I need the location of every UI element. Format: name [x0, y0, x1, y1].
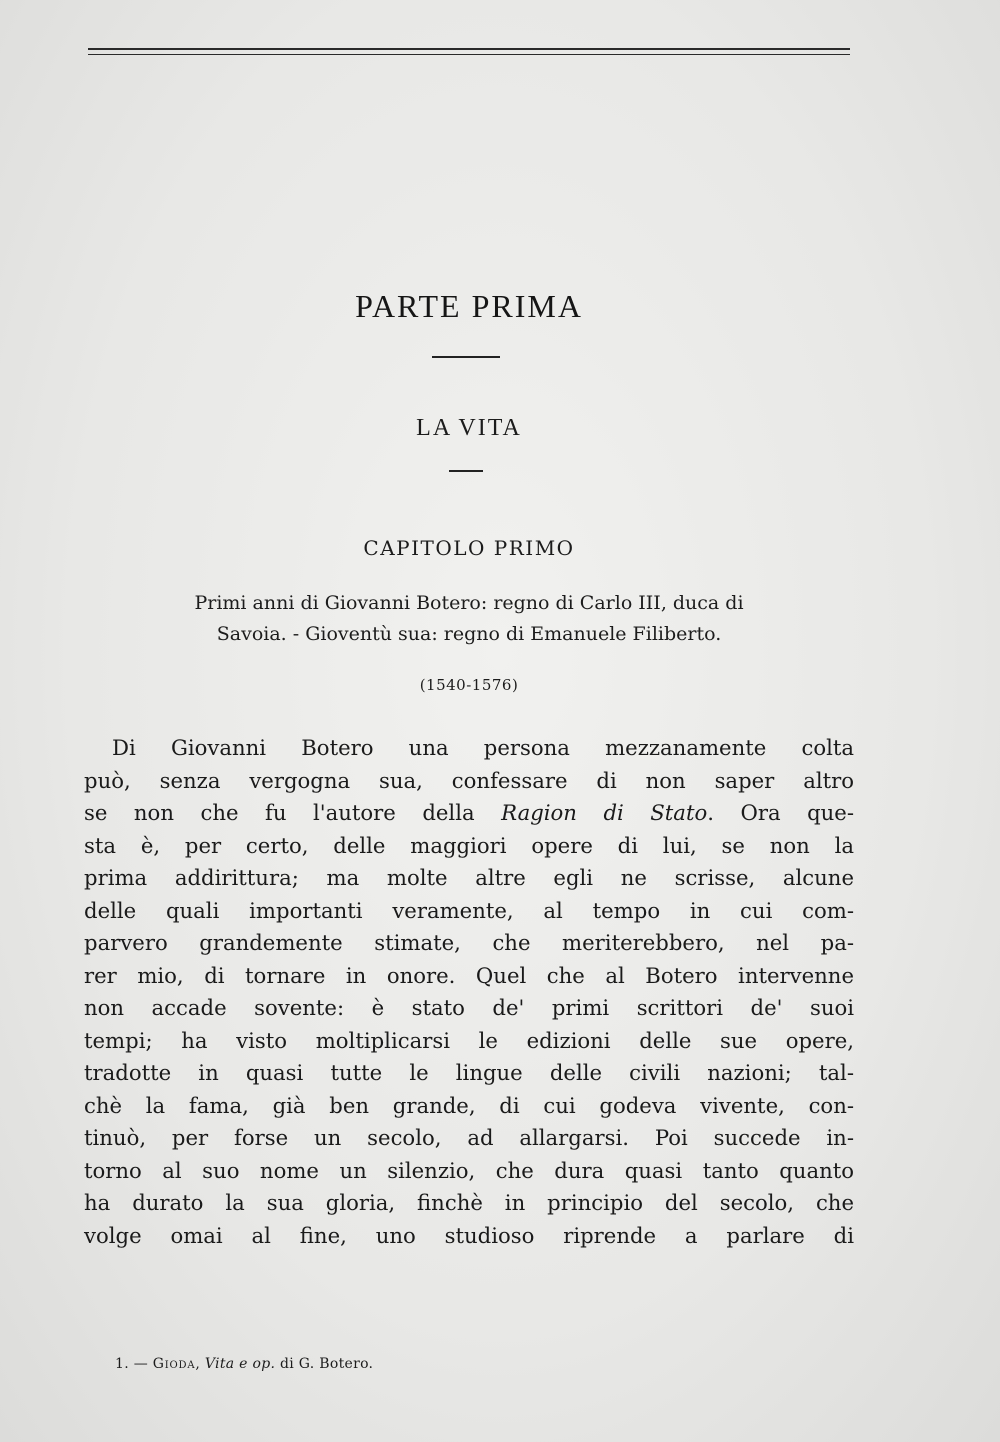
body-line: [84, 797, 854, 830]
signature-number: 1. —: [115, 1356, 149, 1372]
body-line-text: Di Giovanni Botero una persona mezzanamente colta: [112, 735, 854, 760]
chapter-title: CAPITOLO PRIMO: [363, 536, 575, 560]
body-line-text: torno al suo nome un silenzio, che dura quasi tanto quanto: [84, 1157, 854, 1183]
header-rule: [88, 48, 850, 50]
body-line-text: tinuò, per forse un secolo, ad allargarsi. Poi succede in-: [84, 1125, 854, 1150]
body-line: [84, 927, 854, 960]
body-line-text: parvero grandemente stimate, che meriterebbero, nel pa-: [84, 930, 854, 955]
body-line: [84, 895, 854, 928]
body-line-text: tempi; ha visto moltiplicarsi le edizioni delle sue opere,: [84, 1027, 854, 1053]
chapter-subtitle: [84, 588, 854, 650]
body-line-text: rer mio, di tornare in onore. Quel che al Botero intervenne: [84, 962, 854, 988]
body-line: [84, 1025, 854, 1058]
part-title: PARTE PRIMA: [355, 288, 583, 324]
divider-rule: [432, 356, 500, 358]
body-line: [84, 992, 854, 1025]
body-line: [84, 1187, 854, 1220]
body-line: [84, 830, 854, 863]
body-line-text: può, senza vergogna sua, confessare di non saper altro: [84, 767, 854, 793]
signature-author: Gioda: [152, 1356, 196, 1372]
signature-rest: di G. Botero.: [279, 1356, 374, 1372]
chapter-subtitle-line: Primi anni di Giovanni Botero: regno di Carlo III, duca di: [194, 592, 744, 614]
signature-title: Vita e op.: [204, 1356, 276, 1372]
header-rule-thin: [88, 54, 850, 55]
divider-rule-short: [449, 470, 483, 472]
body-line-text: chè la fama, già ben grande, di cui godeva vivente, con-: [84, 1092, 854, 1118]
body-line: [84, 732, 854, 765]
signature-mark: 1. — Gioda, Vita e op. di G. Botero.: [115, 1356, 374, 1372]
body-line-text: delle quali importanti veramente, al tempo in cui com-: [84, 897, 854, 923]
section-title: LA VITA: [416, 415, 522, 441]
body-line-text: sta è, per certo, delle maggiori opere di lui, se non la: [84, 832, 854, 858]
body-line-text: prima addirittura; ma molte altre egli ne scrisse, alcune: [84, 865, 854, 890]
body-line-text: ha durato la sua gloria, finchè in principio del secolo, che: [84, 1190, 854, 1215]
body-line: [84, 1155, 854, 1188]
body-text: [84, 732, 854, 1252]
body-line: [84, 1220, 854, 1253]
body-line-text: se non che fu l'autore della: [84, 800, 502, 825]
chapter-subtitle-line: Savoia. - Gioventù sua: regno di Emanuele Filiberto.: [216, 623, 722, 645]
body-line: [84, 1122, 854, 1155]
body-line-text: volge omai al fine, uno studioso riprende a parlare di: [84, 1222, 854, 1248]
body-line-text: non accade sovente: è stato de' primi scrittori de' suoi: [84, 995, 854, 1020]
date-range: (1540-1576): [419, 676, 519, 694]
body-line-text: . Ora que-: [707, 800, 854, 825]
body-line: [84, 765, 854, 798]
body-line-text: tradotte in quasi tutte le lingue delle civili nazioni; tal-: [84, 1060, 854, 1085]
body-line: [84, 960, 854, 993]
body-line-italic: Ragion di Stato: [501, 800, 708, 825]
body-line: [84, 1090, 854, 1123]
body-line: [84, 862, 854, 895]
body-line: [84, 1057, 854, 1090]
